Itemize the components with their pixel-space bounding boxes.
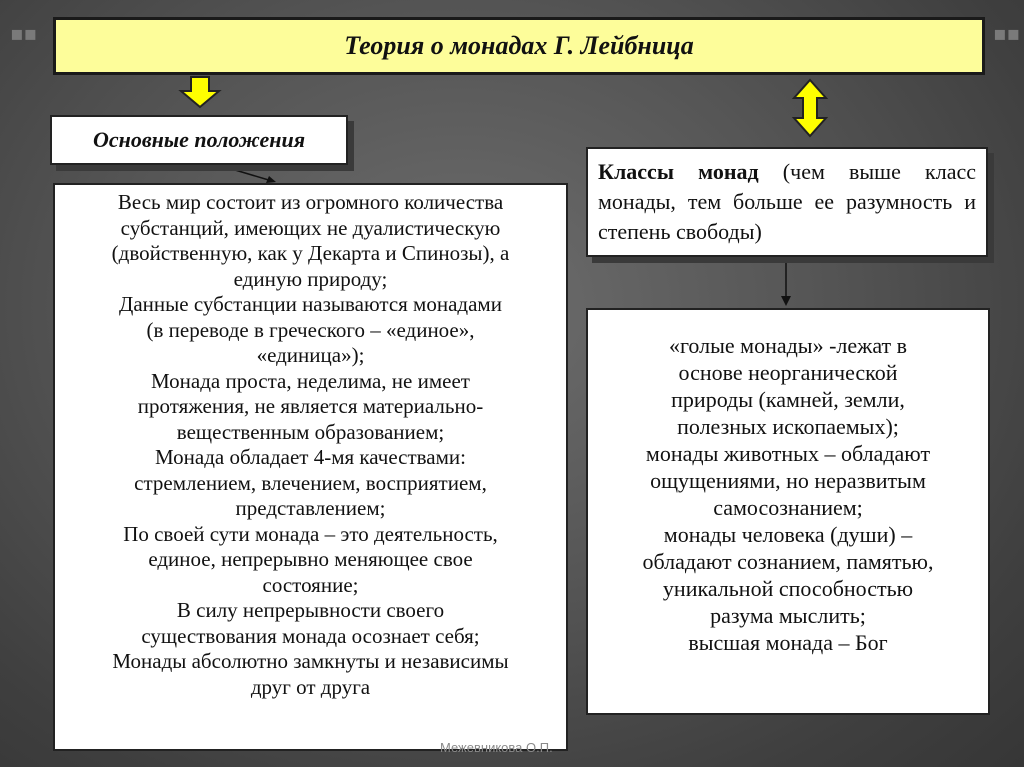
- basics-line: Данные субстанции называются монадами: [119, 292, 502, 316]
- classes-line: монады животных – обладают: [645, 441, 931, 466]
- classes-line: уникальной способностью: [662, 576, 914, 601]
- basics-line: По своей сути монада – это деятельность,: [123, 521, 498, 546]
- classes-box: [586, 147, 988, 257]
- basics-line: Монады абсолютно замкнуты и независимы: [112, 649, 509, 673]
- double-arrow-icon: [794, 80, 826, 136]
- basics-line: субстанций, имеющих не дуалистическую: [120, 215, 501, 240]
- classes-line: природы (камней, земли,: [671, 387, 905, 412]
- basics-line: (в переводе в греческого – «единое»,: [146, 317, 475, 342]
- basics-line: «единица»);: [256, 343, 365, 367]
- classes-title: Классы монад: [598, 159, 759, 184]
- connector-arrow-left: [225, 167, 276, 183]
- classes-line: полезных ископаемых);: [677, 414, 899, 439]
- basics-line: стремлением, влечением, восприятием,: [134, 470, 487, 495]
- basics-line: единое, непрерывно меняющее свое: [148, 547, 473, 571]
- left-corner-dots: ▪▪: [10, 21, 38, 45]
- basics-line: друг от друга: [250, 674, 371, 699]
- classes-description: (чем выше класс монады, тем больше ее разумность и степень свободы): [598, 159, 976, 244]
- basics-label: Основные положения: [92, 127, 306, 152]
- classes-content-box: [586, 308, 990, 715]
- watermark: Межевникова О.П.: [440, 740, 553, 755]
- classes-line: «голые монады» -лежат в: [668, 333, 908, 358]
- classes-line: самосознанием;: [713, 495, 863, 520]
- classes-line: монады человека (души) –: [663, 522, 913, 547]
- basics-line: Монада проста, неделима, не имеет: [151, 368, 470, 393]
- connector-arrow-right: [781, 259, 791, 306]
- basics-line: протяжения, не является материально-: [137, 394, 484, 418]
- basics-line: существования монада осознает себя;: [141, 623, 480, 648]
- basics-line: В силу непрерывности своего: [176, 598, 445, 622]
- down-arrow-icon: [181, 77, 219, 107]
- classes-line: разума мыслить;: [710, 603, 866, 628]
- basics-line: состояние;: [262, 572, 359, 597]
- basics-line: единую природу;: [233, 266, 388, 291]
- basics-line: представлением;: [235, 496, 386, 520]
- classes-line: обладают сознанием, памятью,: [642, 549, 934, 574]
- basics-line: Монада обладает 4-мя качествами:: [155, 445, 466, 469]
- basics-line: Весь мир состоит из огромного количества: [117, 190, 504, 214]
- classes-line: основе неорганической: [678, 360, 898, 385]
- classes-line: высшая монада – Бог: [688, 630, 888, 655]
- classes-line: ощущениями, но неразвитым: [650, 468, 926, 493]
- title-text: Теория о монадах Г. Лейбница: [344, 31, 694, 60]
- basics-line: (двойственную, как у Декарта и Спинозы), а: [111, 241, 510, 265]
- right-corner-dots: ▪▪: [993, 21, 1021, 45]
- basics-content-box: [53, 183, 568, 751]
- basics-line: вещественным образованием;: [176, 419, 445, 444]
- basics-box: [50, 115, 348, 165]
